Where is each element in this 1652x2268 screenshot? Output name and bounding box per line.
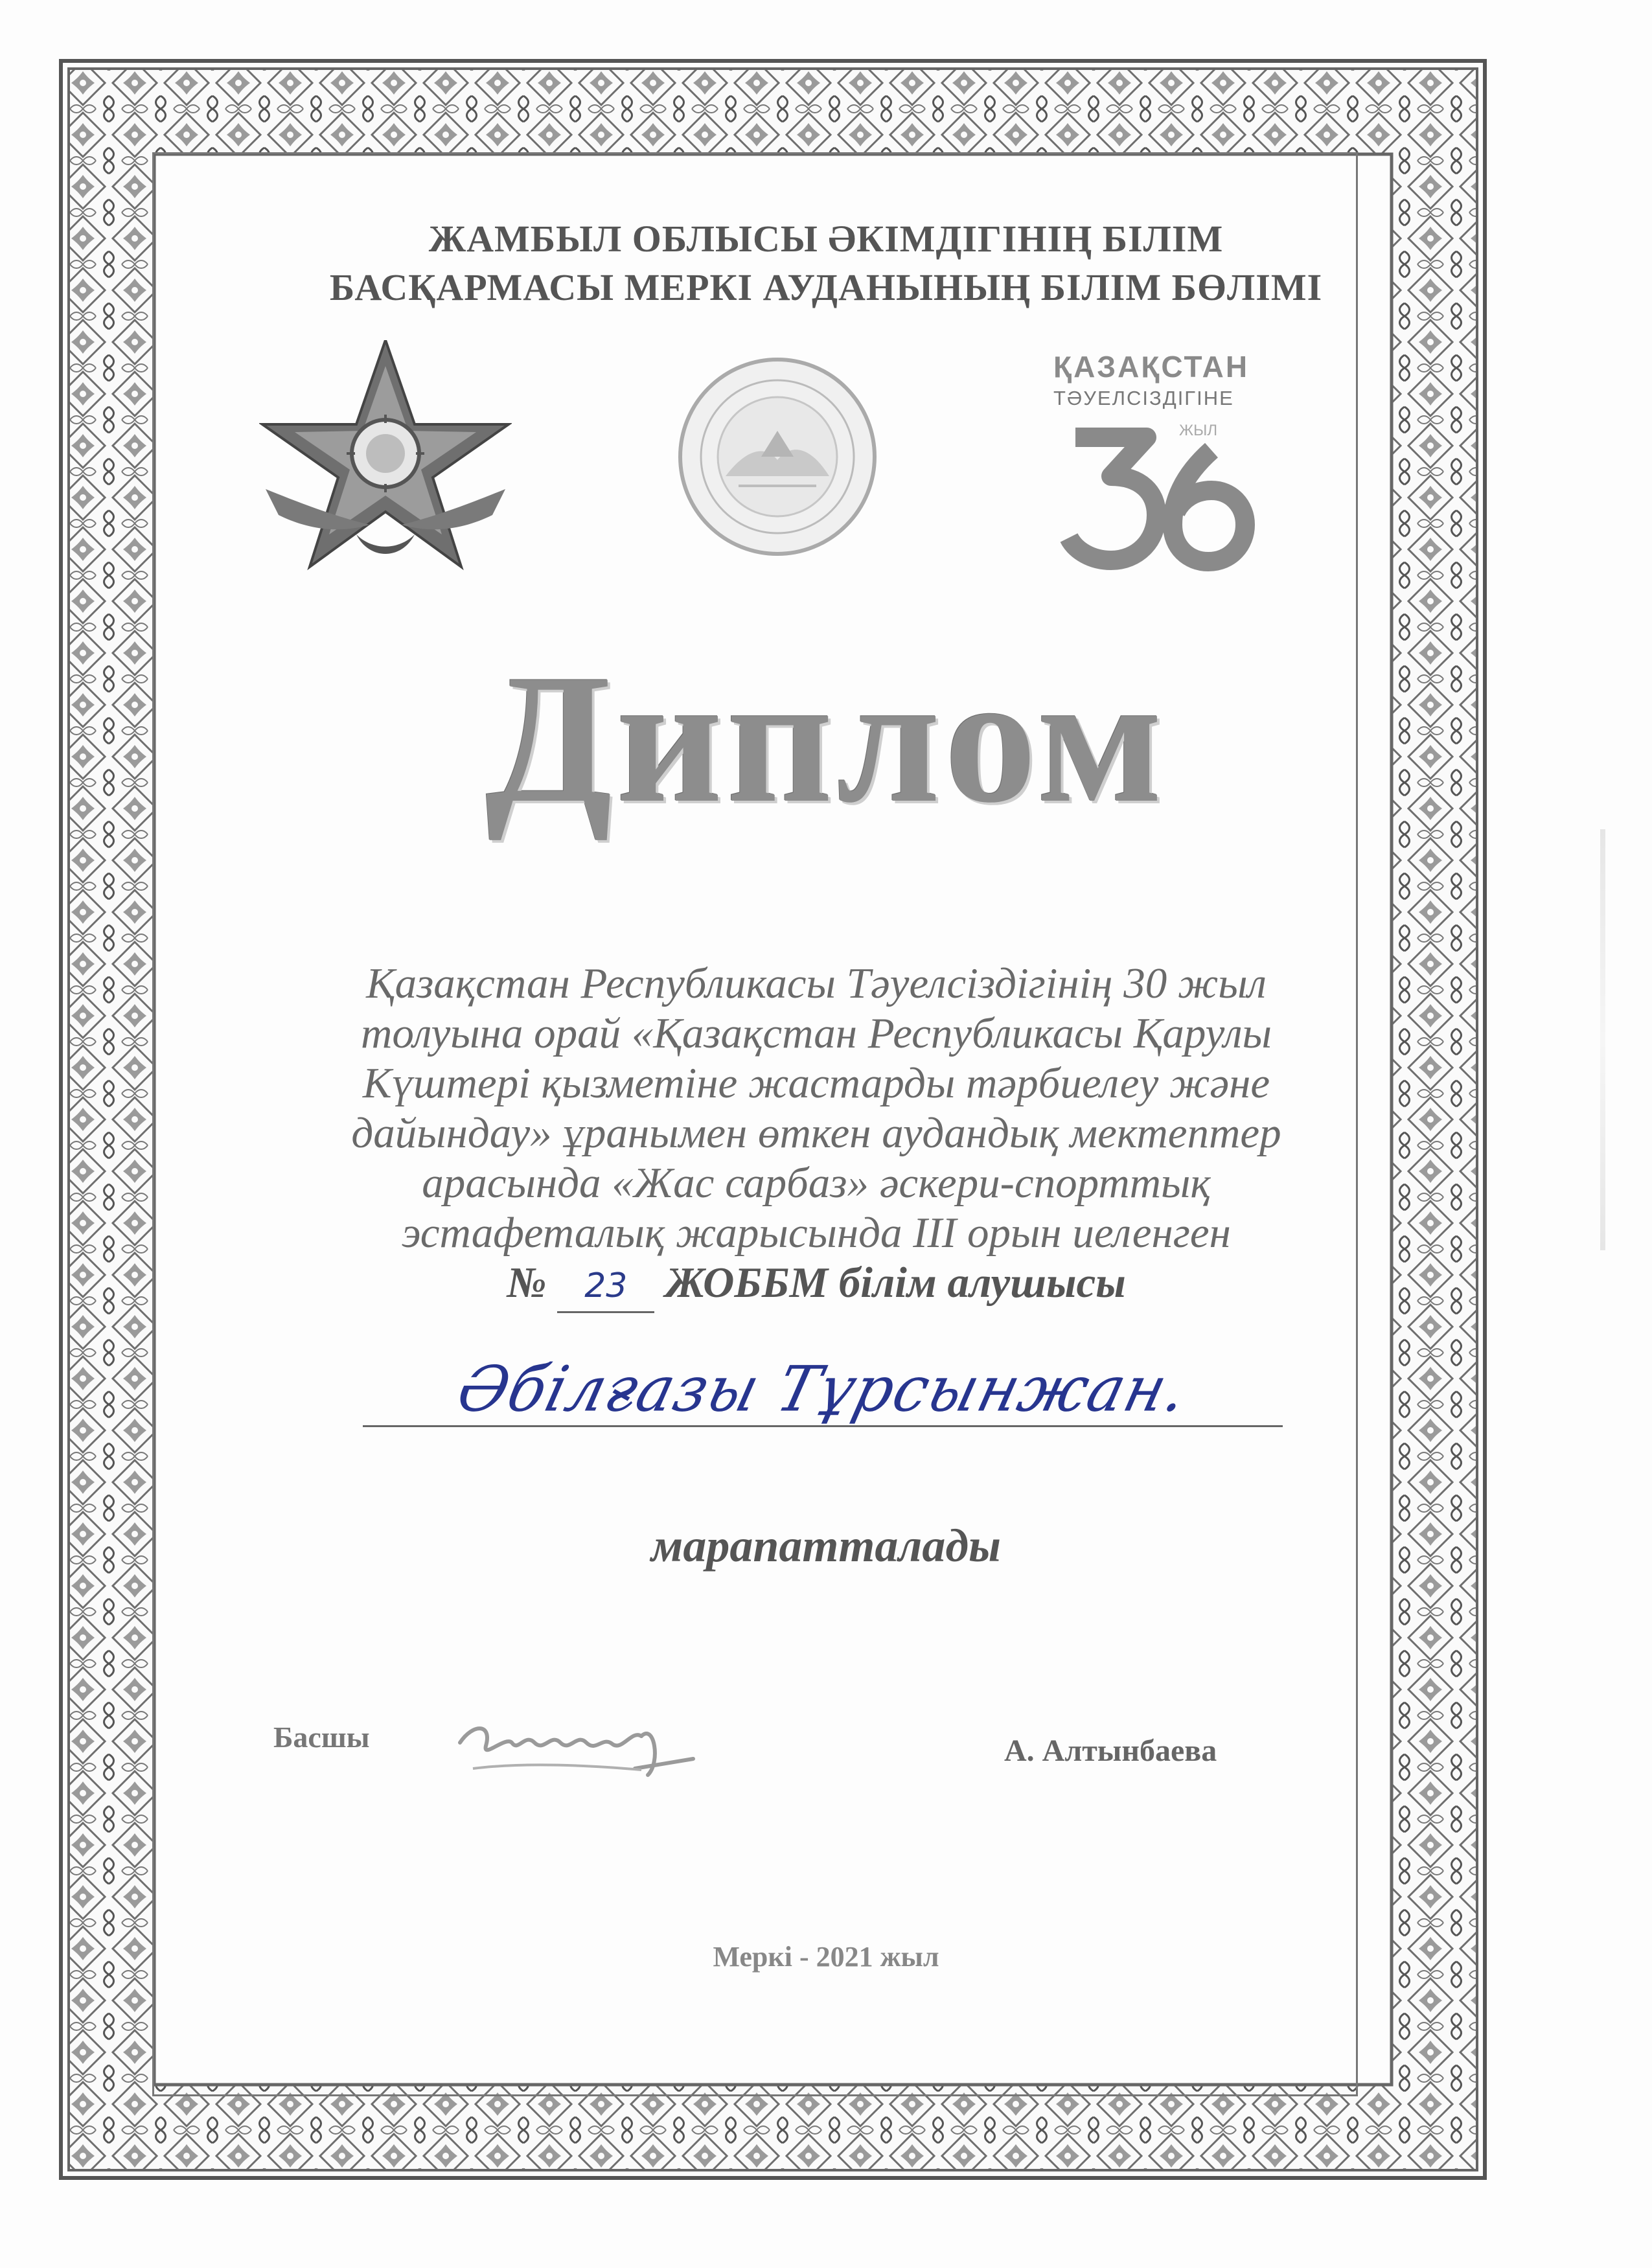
issuer-line-1: ЖАМБЫЛ ОБЛЫСЫ ӘКІМДІГІНІҢ БІЛІМ [428, 218, 1224, 260]
award-text-line: дайындау» ұранымен өткен аудандық мектептер [351, 1109, 1281, 1157]
head-signature [447, 1697, 700, 1788]
award-text-line: Қазақстан Республикасы Тәуелсіздігінің 30 жыл [366, 959, 1267, 1007]
award-text [214, 959, 1419, 1313]
independence-30-emblem [1050, 347, 1263, 573]
head-name: А. Алтынбаева [1004, 1734, 1217, 1768]
head-label: Басшы [273, 1721, 370, 1754]
jubilee-word: ҚАЗАҚСТАН [1053, 350, 1250, 384]
awarded-label: марапатталады [651, 1520, 1001, 1572]
award-text-line: эстафеталық жарысында III орын иеленген [402, 1209, 1231, 1257]
award-text-line: толуына орай «Қазақстан Республикасы Қарулы [360, 1009, 1272, 1057]
school-label: ЖОББМ білім алушысы [665, 1259, 1126, 1307]
school-number-line [214, 1258, 1419, 1313]
place-and-year: Меркі - 2021 жыл [713, 1941, 939, 1973]
school-number-handwritten: 23 [557, 1261, 654, 1313]
award-text-line: Күштері қызметіне жастарды тәрбиелеу және [362, 1059, 1270, 1107]
issuer-line-2: БАСҚАРМАСЫ МЕРКІ АУДАНЫНЫҢ БІЛІМ БӨЛІМІ [329, 266, 1323, 308]
award-text-line: арасында «Жас сарбаз» әскери-спорттық [422, 1159, 1211, 1207]
number-sign: № [507, 1259, 547, 1307]
scan-edge-artifact [1600, 829, 1605, 1250]
star-eagle-emblem [259, 340, 512, 580]
round-seal-emblem [674, 353, 881, 560]
recipient-name-handwritten: Әбілғазы Тұрсынжан. [450, 1353, 1196, 1426]
jubilee-sub: ТӘУЕЛСІЗДІГІНЕ [1053, 387, 1234, 409]
jubilee-zhyl: ЖЫЛ [1179, 422, 1218, 439]
number-30-graphic [1050, 347, 1263, 573]
recipient-line [363, 1354, 1283, 1427]
diploma-title: Диплом [485, 636, 1167, 841]
